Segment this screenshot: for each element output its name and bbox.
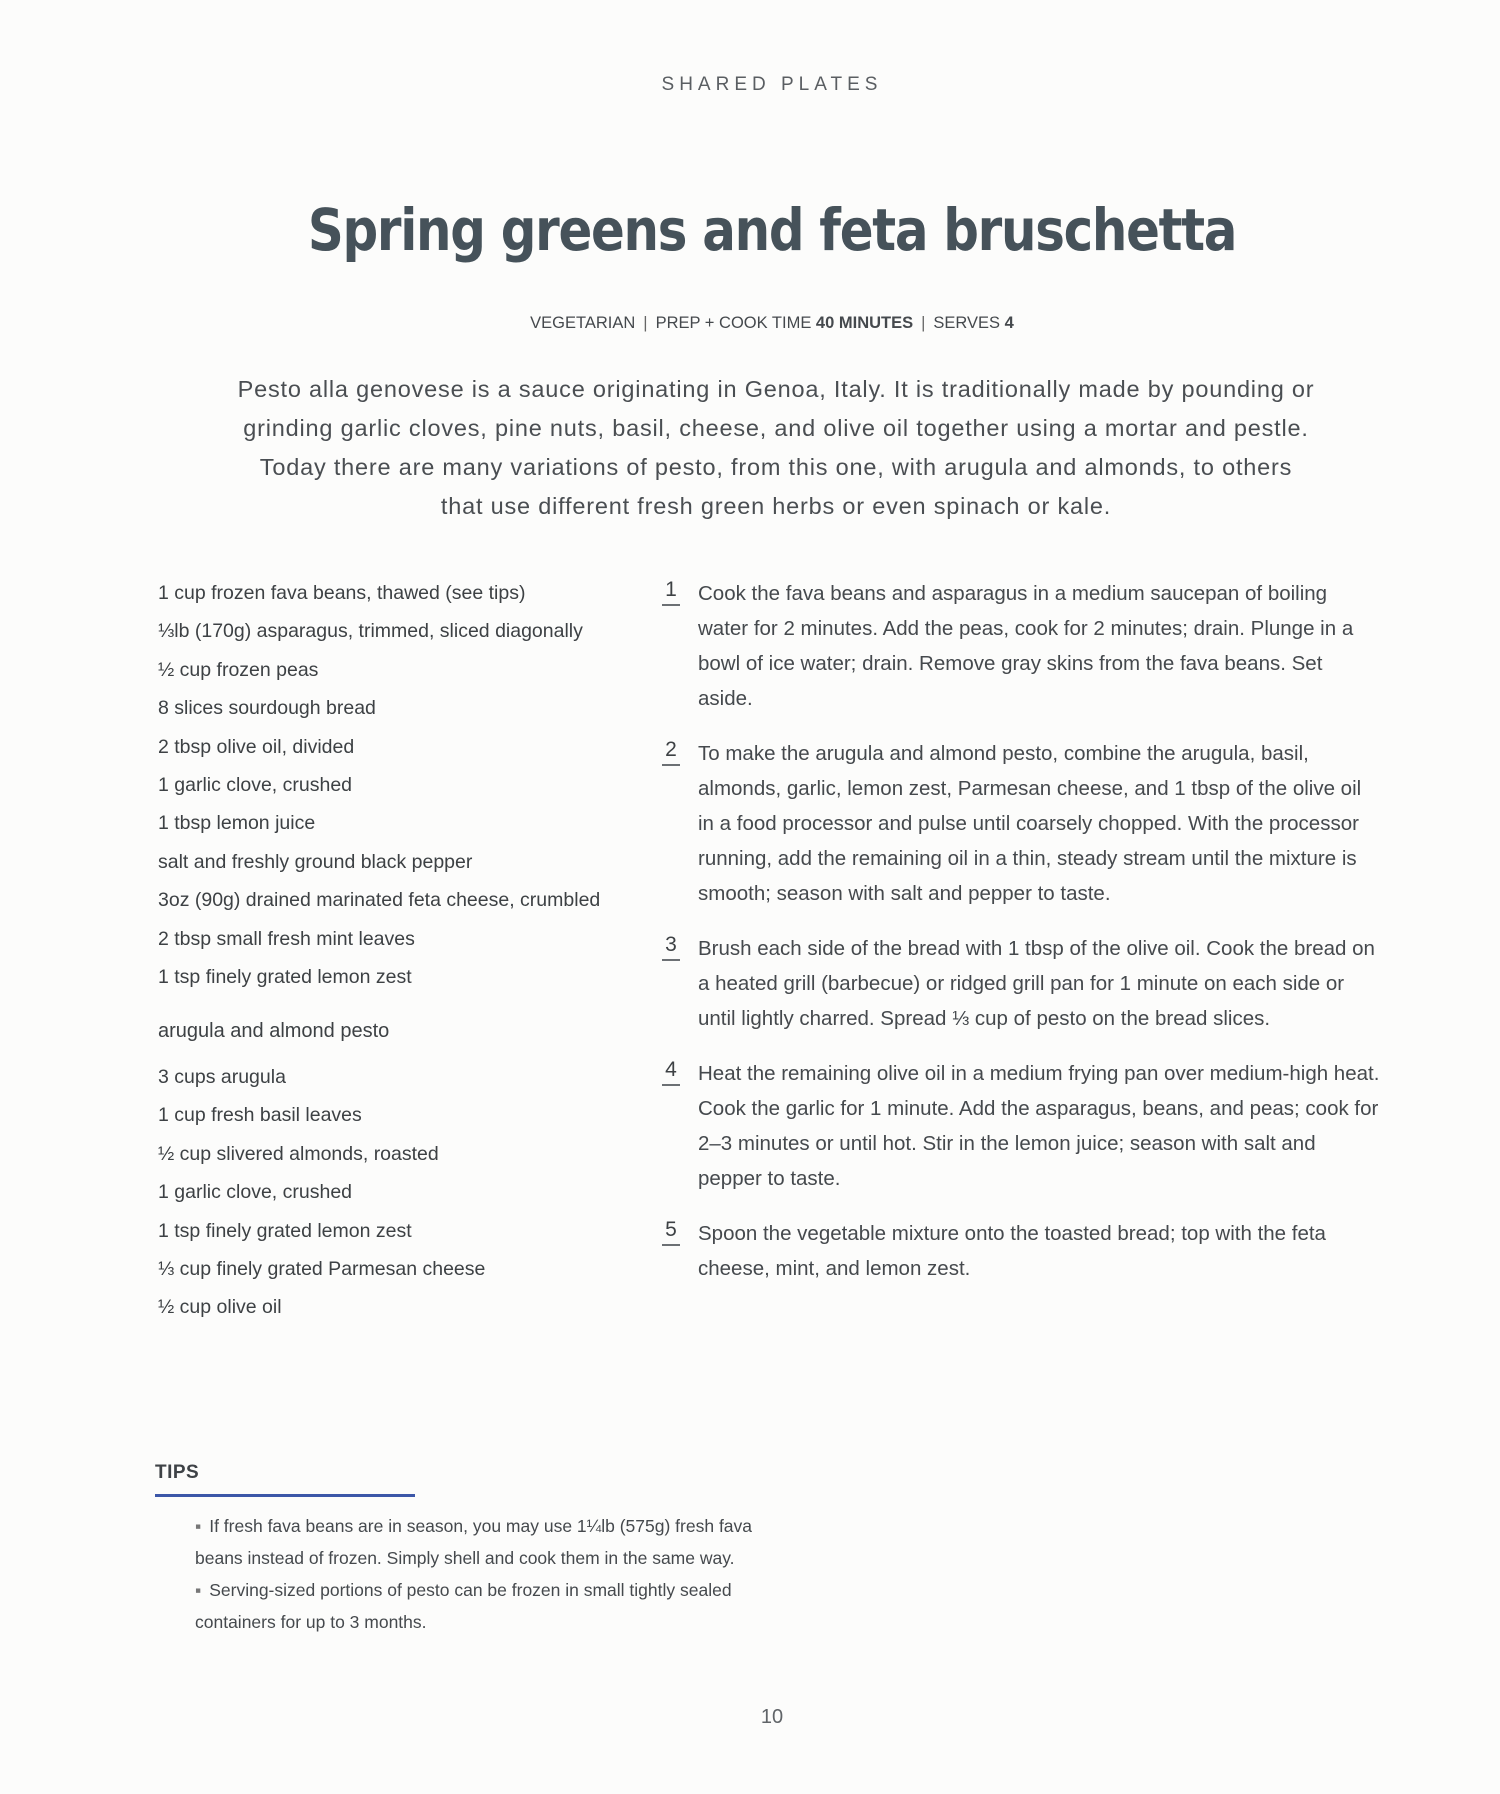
tip-item: ▪ If fresh fava beans are in season, you may use 1¼lb (575g) fresh fava beans instead of frozen. Simply shell and cook them in the same way.	[195, 1510, 795, 1574]
page-number: 10	[760, 1706, 784, 1728]
ingredient-item: ½ cup slivered almonds, roasted	[158, 1142, 439, 1165]
step-number: 4	[662, 1058, 680, 1086]
ingredient-item: 2 tbsp olive oil, divided	[158, 735, 355, 758]
method-step	[662, 576, 1382, 716]
ingredient-item: 1 garlic clove, crushed	[158, 774, 353, 797]
ingredient-item: 2 tbsp small fresh mint leaves	[158, 927, 415, 950]
tip-item: ▪ Serving-sized portions of pesto can be frozen in small tightly sealed containers for up to 3 months.	[195, 1574, 795, 1638]
ingredient-item: salt and freshly ground black pepper	[158, 850, 473, 873]
time-label: PREP + COOK TIME	[655, 314, 812, 332]
step-text: Heat the remaining olive oil in a medium frying pan over medium-high heat. Cook the garlic for 1 minute. Add the asparagus, beans, and peas; cook for 2–3 minutes or until hot. Stir in the lemon juice; season with salt and pepper to taste.	[698, 1062, 1380, 1190]
step-number: 2	[662, 738, 680, 766]
ingredient-item: 8 slices sourdough bread	[158, 697, 376, 720]
ingredients-list	[158, 574, 638, 996]
step-text: Brush each side of the bread with 1 tbsp of the olive oil. Cook the bread on a heated grill (barbecue) or ridged grill pan for 1 minute on each side or until lightly charred. Spread ⅓ cup of pesto on the bread slices.	[698, 937, 1375, 1030]
ingredient-item: 1 cup frozen fava beans, thawed (see tips)	[158, 582, 526, 604]
method-step	[662, 736, 1382, 911]
time-value: 40 MINUTES	[815, 314, 914, 332]
ingredient-item: 1 garlic clove, crushed	[158, 1181, 353, 1204]
ingredient-item: ⅓ cup finely grated Parmesan cheese	[158, 1258, 486, 1281]
tips-label: TIPS	[155, 1462, 200, 1483]
ingredient-item: ⅓lb (170g) asparagus, trimmed, sliced diagonally	[158, 620, 583, 643]
ingredient-item: ½ cup olive oil	[158, 1296, 282, 1319]
recipe-meta: VEGETARIAN | PREP + COOK TIME 40 MINUTES | SERVES 4	[530, 314, 1014, 332]
step-number: 5	[662, 1218, 680, 1246]
tips-list	[195, 1510, 795, 1638]
diet-label: VEGETARIAN	[530, 314, 636, 332]
step-text: Cook the fava beans and asparagus in a medium saucepan of boiling water for 2 minutes. Add the peas, cook for 2 minutes; drain. Plunge in a bowl of ice water; drain. Remove gray skins from the fava beans. Set aside.	[698, 582, 1354, 710]
pesto-heading: arugula and almond pesto	[158, 1020, 390, 1042]
step-number: 3	[662, 933, 680, 961]
intro-paragraph: Pesto alla genovese is a sauce originating in Genoa, Italy. It is traditionally made by pounding or grinding garlic cloves, pine nuts, basil, cheese, and olive oil together using a mortar and pestle. Today there are many variations of pesto, from this one, with arugula and almonds, to others that use different fresh green herbs or even spinach or kale.	[237, 376, 1315, 519]
step-number: 1	[662, 578, 680, 606]
step-text: Spoon the vegetable mixture onto the toasted bread; top with the feta cheese, mint, and lemon zest.	[698, 1222, 1326, 1280]
method-step	[662, 931, 1382, 1036]
method-step	[662, 1056, 1382, 1196]
ingredient-item: 1 tsp finely grated lemon zest	[158, 1219, 412, 1242]
serves-label: SERVES	[933, 314, 1001, 332]
method-step	[662, 1216, 1382, 1286]
ingredient-item: 1 tsp finely grated lemon zest	[158, 966, 412, 989]
method-steps	[662, 576, 1382, 1306]
ingredient-item: 1 tbsp lemon juice	[158, 812, 316, 835]
serves-value: 4	[1004, 314, 1014, 332]
pesto-ingredients-list	[158, 1058, 638, 1327]
ingredient-item: ½ cup frozen peas	[158, 658, 319, 681]
ingredient-item: 1 cup fresh basil leaves	[158, 1104, 362, 1127]
section-label: SHARED PLATES	[661, 74, 883, 95]
recipe-title: Spring greens and feta bruschetta	[307, 196, 1237, 264]
ingredient-item: 3oz (90g) drained marinated feta cheese, crumbled	[158, 889, 601, 912]
ingredient-item: 3 cups arugula	[158, 1066, 286, 1088]
step-text: To make the arugula and almond pesto, combine the arugula, basil, almonds, garlic, lemon zest, Parmesan cheese, and 1 tbsp of the olive oil in a food processor and pulse until coarsely chopped. With the processor running, add the remaining oil in a thin, steady stream until the mixture is smooth; season with salt and pepper to taste.	[698, 742, 1362, 905]
tips-divider	[155, 1494, 415, 1497]
